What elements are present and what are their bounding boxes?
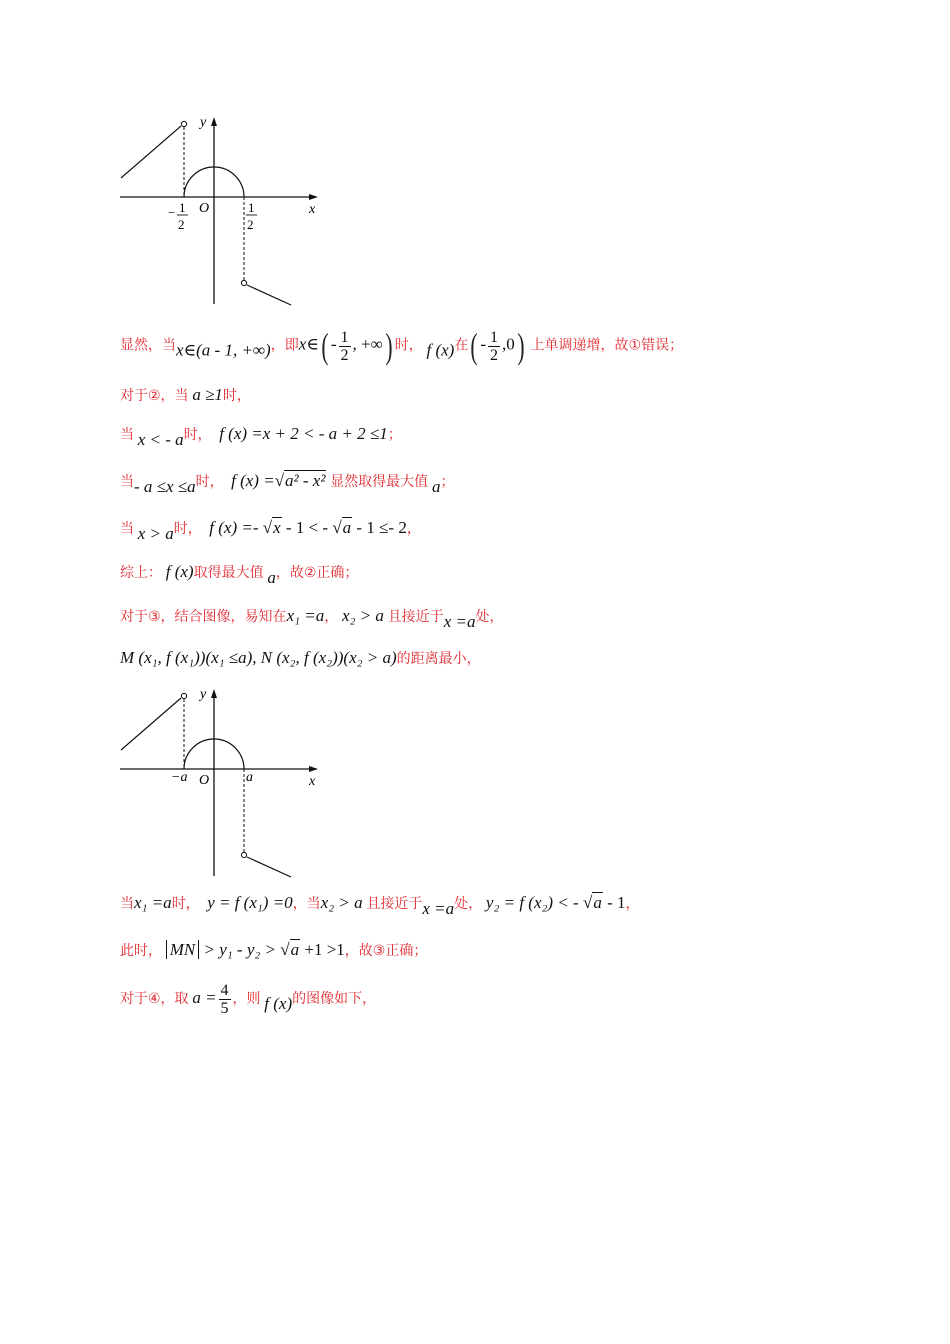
math: x =a (422, 899, 455, 918)
function-graph-general (110, 680, 330, 880)
text: ； (440, 474, 455, 490)
text: 当 (120, 521, 134, 537)
math: f (x) =x + 2 < - a + 2 ≤1 (219, 424, 388, 443)
math: , +∞ (352, 334, 383, 354)
text: 当 (120, 427, 134, 443)
math: x =a (443, 612, 476, 631)
math: f (x) = (231, 471, 275, 490)
text: 时， (173, 521, 202, 537)
text: ，当 (292, 896, 321, 912)
math: - a ≤x ≤a (134, 477, 196, 496)
left-paren: ( (470, 326, 478, 366)
text: 在 (454, 337, 469, 354)
text: ，故③正确； (344, 943, 428, 959)
text: ，即 (270, 337, 299, 354)
math: x∈(a - 1, +∞) (176, 340, 271, 360)
right-paren: ) (385, 326, 393, 366)
sqrt: √a² - x² (274, 471, 326, 490)
math: M (x₁, f (x₁))(x₁ ≤a), N (x₂, f (x₂))(x₂ > a) (120, 648, 397, 667)
origin-label: O (199, 201, 210, 216)
text: ，故②正确； (275, 565, 359, 581)
text-line-3 (120, 424, 402, 450)
text-line-6 (120, 562, 358, 588)
math: y = f (x₁) =0 (207, 893, 293, 912)
fraction: $\frac{1}{2}$ (340, 328, 349, 364)
math: - 1 < - (281, 518, 333, 537)
text: 此时， (120, 943, 162, 959)
tick-neg-den: 2 (178, 217, 185, 232)
math: a ≥1 (192, 385, 223, 404)
text: 时， (183, 427, 212, 443)
text: 处， (475, 609, 504, 625)
sqrt: √a (582, 893, 602, 912)
tick-pos-num: 1 (248, 200, 255, 215)
math: y₂ = f (x₂) < - (485, 893, 583, 912)
text: ， (625, 896, 640, 912)
text: 处， (454, 896, 483, 912)
math: x₂ > a (342, 606, 384, 625)
text: 时， (394, 337, 423, 354)
right-paren: ) (517, 326, 525, 366)
math: a = (192, 987, 217, 1007)
x-axis-label: x (309, 202, 316, 217)
sqrt: √x (262, 518, 281, 537)
text: ， (324, 609, 339, 625)
text: 对于④，取 (120, 990, 189, 1007)
math: a (431, 477, 441, 496)
text-line-9 (120, 893, 639, 919)
text: 显然，当 (120, 337, 176, 354)
text: 的图像如下， (292, 990, 377, 1007)
left-paren: ( (321, 326, 329, 366)
tick-neg-num: 1 (179, 200, 186, 215)
x-axis-label: x (309, 774, 316, 789)
text: 对于②，当 (120, 388, 189, 404)
origin-label: O (199, 773, 210, 788)
text: 且接近于 (387, 609, 444, 625)
text-line-2 (120, 385, 251, 405)
abs-value: MN (166, 940, 200, 959)
math: x > a (137, 524, 174, 543)
math: x₁ =a (286, 606, 325, 625)
math: f (x) (165, 562, 194, 581)
math: - (330, 334, 337, 354)
tick-neg-sign: − (168, 205, 176, 220)
text: 时， (222, 388, 251, 404)
text: 的距离最小， (396, 651, 481, 667)
text: 综上： (120, 565, 162, 581)
text-line-8 (120, 648, 481, 668)
math: f (x) (264, 993, 293, 1013)
y-axis-label: y (200, 687, 207, 702)
function-graph-half (110, 108, 330, 308)
text-line-10 (120, 940, 427, 960)
text: 取得最大值 (193, 565, 264, 581)
math: ,0 (502, 334, 515, 354)
math: - 1 ≤- 2 (352, 518, 407, 537)
math: f (x) =- (209, 518, 263, 537)
math: - 1 (602, 893, 626, 912)
math: x∈ (298, 334, 319, 354)
fraction: $\frac{4}{5}$ (220, 982, 229, 1017)
text: 对于③，结合图像，易知在 (120, 609, 287, 625)
text-line-5 (120, 518, 421, 544)
text: 且接近于 (366, 896, 423, 912)
text: 上单调递增，故①错误； (530, 337, 684, 354)
math: f (x) (426, 340, 455, 360)
sqrt: √a (332, 518, 352, 537)
text: ； (387, 427, 402, 443)
text-line-4 (120, 471, 454, 497)
tick-pos-a: a (246, 770, 253, 785)
text: 当 (120, 474, 134, 490)
text: 时， (195, 474, 224, 490)
text-line-1 (120, 328, 683, 364)
text: 显然取得最大值 (330, 474, 429, 490)
text-line-11 (120, 982, 376, 1017)
tick-neg-a: −a (171, 770, 188, 785)
math: x₂ > a (320, 893, 363, 912)
tick-pos-den: 2 (247, 217, 254, 232)
y-axis-label: y (200, 115, 207, 130)
math: a (267, 568, 276, 587)
text-line-7 (120, 606, 503, 632)
math: x < - a (137, 430, 184, 449)
text: ，则 (232, 990, 261, 1007)
math: > y₁ - y₂ > (199, 940, 281, 959)
text: ， (406, 521, 421, 537)
sqrt: √a (280, 940, 300, 959)
fraction: $\frac{1}{2}$ (490, 328, 499, 364)
text: 时， (171, 896, 200, 912)
math: +1 >1 (300, 940, 345, 959)
text: 当 (120, 896, 134, 912)
math: - (480, 334, 487, 354)
math: x₁ =a (134, 893, 172, 912)
